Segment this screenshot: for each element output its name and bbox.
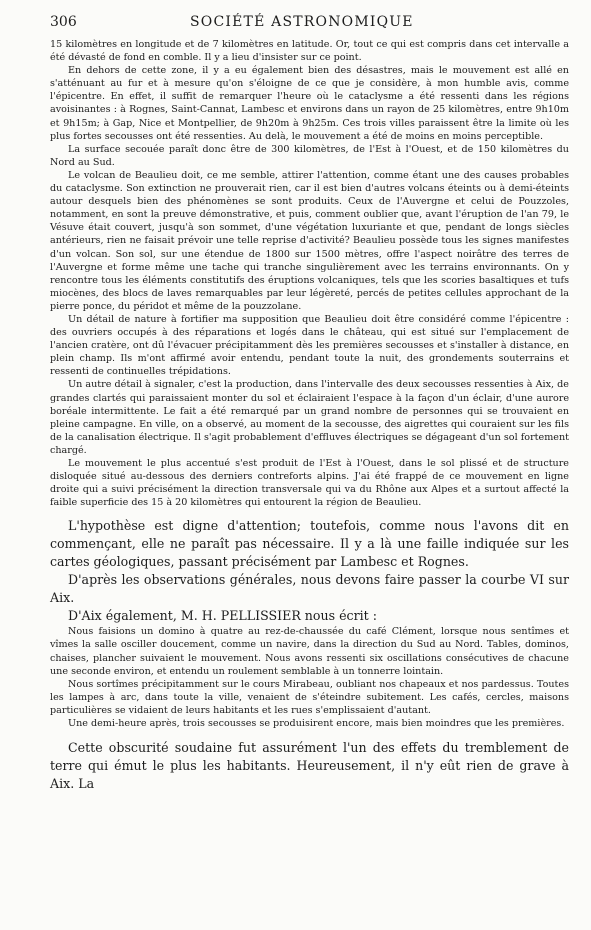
paragraph: Le volcan de Beaulieu doit, ce me semble, attirer l'attention, comme étant une des causes probables du cataclysme. Son extinction ne prouverait rien, car il est bien d'autres volcans éteints ou à demi-éteints autour desquels bien des phénomènes se sont produits. Ceux de l'Auvergne et celui de Pouzzoles, notamment, en sont la preuve démonstrative, et puis, comment oublier que, avant l'éruption de l'an 79, le Vésuve était couvert, jusqu'à son sommet, d'une végétation luxuriante et que, pendant de longs siècles antérieurs, rien ne faisait prévoir une telle reprise d'activité? Beaulieu possède tous les signes manifestes d'un volcan. Son sol, sur une étendue de 1800 sur 1500 mètres, offre l'aspect noirâtre des terres de l'Auvergne et forme même une tache qui tranche singulièrement avec les terrains environnants. On y rencontre tous les éléments constitutifs des éruptions volcaniques, tels que les scories basaltiques et tufs miocènes, des blocs de laves remarquables par leur légèreté, percés de petites cellules approchant de la pierre ponce, du péridot et même de la pouzzolane.	[50, 169, 569, 312]
body-text-2	[50, 739, 569, 793]
quoted-letter-1	[50, 38, 569, 509]
paragraph: Nous sortîmes précipitamment sur le cours Mirabeau, oubliant nos chapeaux et nos pardessus. Toutes les lampes à arc, dans toute la ville, venaient de s'éteindre subitement. Les cafés, cercles, maisons particulières se vidaient de leurs habitants et les rues s'emplissaient d'autant.	[50, 678, 569, 716]
paragraph: La surface secouée paraît donc être de 300 kilomètres, de l'Est à l'Ouest, et de 150 kilomètres du Nord au Sud.	[50, 143, 569, 168]
paragraph: Le mouvement le plus accentué s'est produit de l'Est à l'Ouest, dans le sol plissé et de structure disloquée situé au-dessous des derniers contreforts alpins. J'ai été frappé de ce mouvement en ligne droite qui a suivi précisément la direction transversale qui va du Rhône aux Alpes et a surtout affecté la faible superficie des 15 à 20 kilomètres qui entourent la région de Beaulieu.	[50, 458, 569, 509]
body-text-1	[50, 517, 569, 625]
paragraph: Une demi-heure après, trois secousses se produisirent encore, mais bien moindres que les premières.	[68, 718, 565, 730]
paragraph: Cette obscurité soudaine fut assurément l'un des effets du tremblement de terre qui émut le plus les habitants. Heureusement, il n'y eût rien de grave à Aix. La	[50, 740, 569, 792]
running-title: SOCIÉTÉ ASTRONOMIQUE	[190, 14, 414, 30]
quoted-letter-2	[50, 625, 569, 730]
paragraph: En dehors de cette zone, il y a eu également bien des désastres, mais le mouvement est allé en s'atténuant au fur et à mesure qu'on s'éloigne de ce que je considère, à mon humble avis, comme l'épicentre. En effet, il suffit de remarquer l'heure où le cataclysme a été ressenti dans les régions avoisinantes : à Rognes, Saint-Cannat, Lambesc et environs dans un rayon de 25 kilomètres, entre 9h10m et 9h15m; à Gap, Nice et Montpellier, de 9h20m à 9h25m. Ces trois villes paraissent être la limite où les plus fortes secousses ont été ressenties. Au delà, le mouvement a été de moins en moins perceptible.	[50, 65, 569, 142]
paragraph: 15 kilomètres en longitude et de 7 kilomètres en latitude. Or, tout ce qui est compris dans cet intervalle a été dévasté de fond en comble. Il y a lieu d'insister sur ce point.	[50, 39, 569, 64]
paragraph: Un autre détail à signaler, c'est la production, dans l'intervalle des deux secousses ressenties à Aix, de grandes clartés qui paraissaient monter du sol et éclairaient l'espace à la façon d'un éclair, d'une aurore boréale intermittente. Le fait a été remarqué par un grand nombre de personnes qui se trouvaient en pleine campagne. En ville, on a observé, au moment de la secousse, des aigrettes qui couraient sur les fils de la canalisation électrique. Il s'agit probablement d'effluves électriques se dégageant d'un sol fortement chargé.	[50, 379, 569, 456]
paragraph: Nous faisions un domino à quatre au rez-de-chaussée du café Clément, lorsque nous sentîmes et vîmes la salle osciller doucement, comme un navire, dans la direction du Sud au Nord. Tables, dominos, chaises, plancher suivaient le mouvement. Nous avons ressenti six oscillations consécutives de chacune une seconde environ, et entendu un roulement semblable à un tonnerre lointain.	[50, 626, 569, 677]
paragraph: D'Aix également, M. H. PELLISSIER nous écrit :	[68, 608, 377, 624]
page-number: 306	[50, 14, 77, 30]
paragraph: D'après les observations générales, nous devons faire passer la courbe VI sur Aix.	[50, 572, 569, 606]
paragraph: Un détail de nature à fortifier ma supposition que Beaulieu doit être considéré comme l'épicentre : des ouvriers occupés à des réparations et logés dans le château, qui est situé sur l'emplacement de l'ancien cratère, ont dû l'évacuer précipitamment dès les premières secousses et s'installer à distance, en plein champ. Ils m'ont affirmé avoir entendu, pendant toute la nuit, des grondements souterrains et ressenti de continuelles trépidations.	[50, 313, 569, 378]
paragraph: L'hypothèse est digne d'attention; toutefois, comme nous l'avons dit en commençant, elle ne paraît pas nécessaire. Il y a là une faille indiquée sur les cartes géologiques, passant précisément par Lambesc et Rognes.	[50, 518, 569, 570]
page-header	[50, 14, 569, 38]
